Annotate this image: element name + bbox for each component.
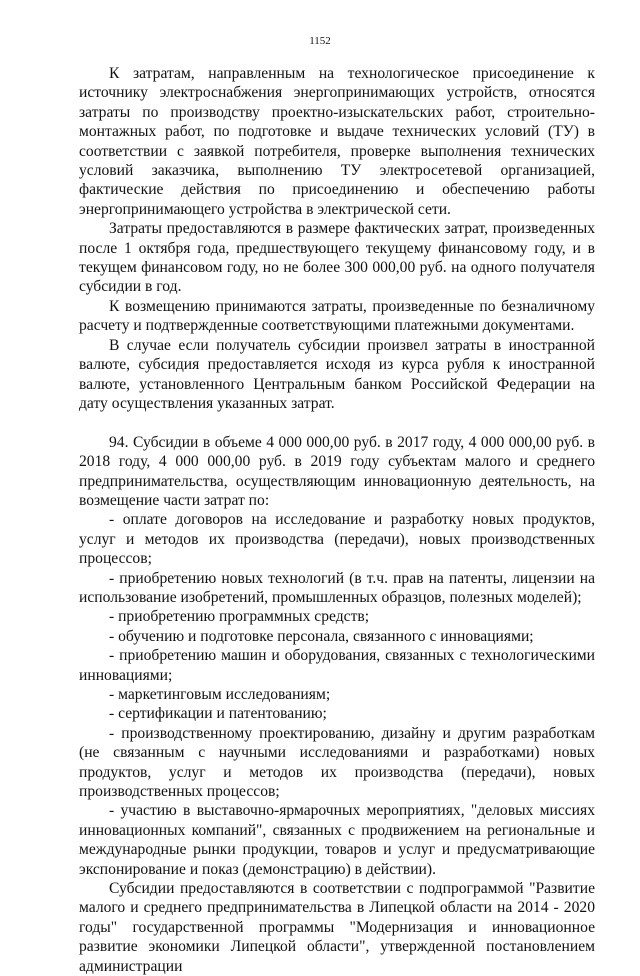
document-body [79, 64, 595, 976]
paragraph-subprogram: Субсидии предоставляются в соответствии с подпрограммой "Развитие малого и среднего предпринимательства в Липецкой области на 2014 - 2020 годы" государственной программы "Модернизация и инновационное развитие экономики Липецкой области", утвержденной постановлением администрации [79, 880, 595, 975]
list-item: - маркетинговым исследованиям; [109, 685, 331, 703]
list-item: - участию в выставочно-ярмарочных мероприятиях, "деловых миссиях инновационных компаний", связанных с продвижением на региональные и международные рынки продукции, товаров и услуг и предусматривающие экспонирование и показ (демонстрацию) в действии). [79, 802, 595, 878]
list-item: - оплате договоров на исследование и разработку новых продуктов, услуг и методов их производства (передачи), новых производственных процессов; [79, 511, 595, 568]
list-item: - производственному проектированию, дизайну и другим разработкам (не связанным с научными исследованиями и разработками) новых продуктов, услуг и методов их производства (передачи), новых производственных процессов; [79, 724, 595, 801]
paragraph-94-subsidies: 94. Субсидии в объеме 4 000 000,00 руб. в 2017 году, 4 000 000,00 руб. в 2018 году, 4 000 000,00 руб. в 2019 году субъектам малого и среднего предпринимательства, осуществляющим инновационную деятельность, на возмещение части затрат по: [79, 433, 595, 509]
list-item: - приобретению машин и оборудования, связанных с технологическими инновациями; [79, 647, 595, 684]
page-number: 1152 [309, 35, 331, 47]
paragraph-foreign-currency: В случае если получатель субсидии произвел затраты в иностранной валюте, субсидия предоставляется исходя из курса рубля к иностранной валюте, установленного Центральным банком Российской Федерации на дату осуществления указанных затрат. [79, 336, 595, 412]
list-item: - сертификации и патентованию; [109, 705, 327, 723]
list-item: - обучению и подготовке персонала, связанного с инновациями; [109, 627, 534, 645]
list-item: - приобретению программных средств; [109, 608, 370, 626]
paragraph-cost-limit: Затраты предоставляются в размере фактических затрат, произведенных после 1 октября года, предшествующего текущему финансовому году, и в текущем финансовом году, но не более 300 000,00 руб. на одного получателя субсидии в год. [79, 220, 595, 296]
paragraph-cashless-payment: К возмещению принимаются затраты, произведенные по безналичному расчету и подтвержденные соответствующими платежными документами. [79, 297, 595, 335]
list-item: - приобретению новых технологий (в т.ч. прав на патенты, лицензии на использование изобретений, промышленных образцов, полезных моделей); [79, 569, 595, 606]
paragraph-connection-costs: К затратам, направленным на технологическое присоединение к источнику электроснабжения энергопринимающих устройств, относятся затраты по производству проектно-изыскательских работ, строительно-монтажных работ, по подготовке и выдаче технических условий (ТУ) в соответствии с заявкой потребителя, проверке выполнения технических условий заказчика, выполнению ТУ электросетевой организацией, фактические действия по присоединению и обеспечению работы энергопринимающего устройства в электрической сети. [79, 65, 595, 218]
